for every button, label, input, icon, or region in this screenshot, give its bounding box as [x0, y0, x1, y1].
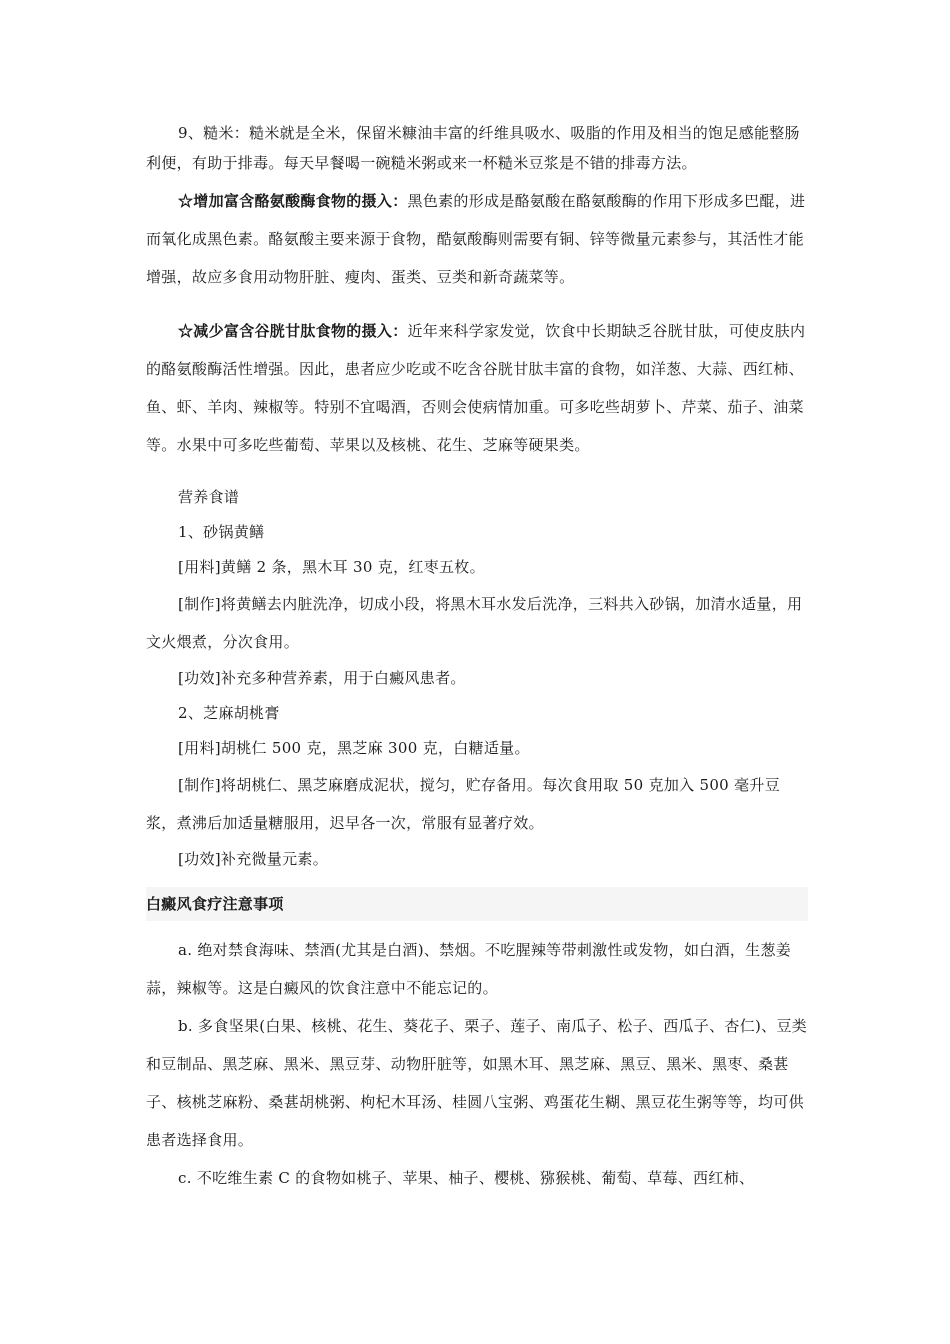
note-b: b. 多食坚果(白果、核桃、花生、葵花子、栗子、莲子、南瓜子、松子、西瓜子、杏仁)、豆类和豆制品、黑芝麻、黑米、黑豆芽、动物肝脏等，如黑木耳、黑芝麻、黑豆、黑米、黑枣、桑葚子、核桃芝麻粉、桑葚胡桃粥、枸杞木耳汤、桂圆八宝粥、鸡蛋花生糊、黑豆花生粥等等，均可供患者选择食用。 [146, 1017, 808, 1149]
recipe-1-name: 1、砂锅黄鳝 [178, 523, 265, 541]
paragraph-increase-tyrosinase [146, 182, 808, 296]
note-a: a. 绝对禁食海味、禁酒(尤其是白酒)、禁烟。不吃腥辣等带刺激性或发物，如白酒，生葱姜蒜，辣椒等。这是白癜风的饮食注意中不能忘记的。 [146, 941, 792, 997]
document-page [146, 118, 808, 1197]
notes-heading: 白癜风食疗注意事项 [146, 887, 808, 921]
recipe-2-effect: [功效]补充微量元素。 [178, 850, 329, 868]
note-c: c. 不吃维生素 C 的食物如桃子、苹果、柚子、樱桃、猕猴桃、葡萄、草莓、西红柿、 [178, 1169, 755, 1187]
paragraph-brown-rice: 9、糙米：糙米就是全米，保留米糠油丰富的纤维具吸水、吸脂的作用及相当的饱足感能整肠利便，有助于排毒。每天早餐喝一碗糙米粥或来一杯糙米豆浆是不错的排毒方法。 [146, 124, 800, 172]
recipe-2-ingredients: [用料]胡桃仁 500 克，黑芝麻 300 克，白糖适量。 [178, 739, 530, 757]
increase-tyrosinase-title: ☆增加富含酪氨酸酶食物的摄入： [178, 192, 408, 210]
increase-tyrosinase-body: 黑色素的形成是酪氨酸在酪氨酸酶的作用下形成多巴醌，进而氧化成黑色素。酪氨酸主要来源于食物，酷氨酸酶则需要有铜、锌等微量元素参与，其活性才能增强，故应多食用动物肝脏、瘦肉、蛋类、豆类和新奇蔬菜等。 [146, 192, 806, 286]
recipe-2-name: 2、芝麻胡桃膏 [178, 704, 280, 722]
reduce-glutathione-title: ☆减少富含谷胱甘肽食物的摄入： [178, 322, 408, 340]
recipe-1-ingredients: [用料]黄鳝 2 条，黑木耳 30 克，红枣五枚。 [178, 558, 485, 576]
recipes-title: 营养食谱 [178, 488, 240, 506]
recipe-1-effect: [功效]补充多种营养素，用于白癜风患者。 [178, 669, 466, 687]
paragraph-reduce-glutathione [146, 312, 808, 464]
reduce-glutathione-body: 近年来科学家发觉，饮食中长期缺乏谷胱甘肽，可使皮肤内的酪氨酸酶活性增强。因此，患者应少吃或不吃含谷胱甘肽丰富的食物，如洋葱、大蒜、西红柿、鱼、虾、羊肉、辣椒等。特别不宜喝酒，否则会使病情加重。可多吃些胡萝卜、芹菜、茄子、油菜等。水果中可多吃些葡萄、苹果以及核桃、花生、芝麻等硬果类。 [146, 322, 806, 454]
recipe-1-method: [制作]将黄鳝去内脏洗净，切成小段，将黑木耳水发后洗净，三料共入砂锅，加清水适量，用文火煨煮，分次食用。 [146, 595, 803, 651]
recipe-2-method: [制作]将胡桃仁、黑芝麻磨成泥状，搅匀，贮存备用。每次食用取 50 克加入 500 毫升豆浆，煮沸后加适量糖服用，迟早各一次，常服有显著疗效。 [146, 776, 780, 832]
